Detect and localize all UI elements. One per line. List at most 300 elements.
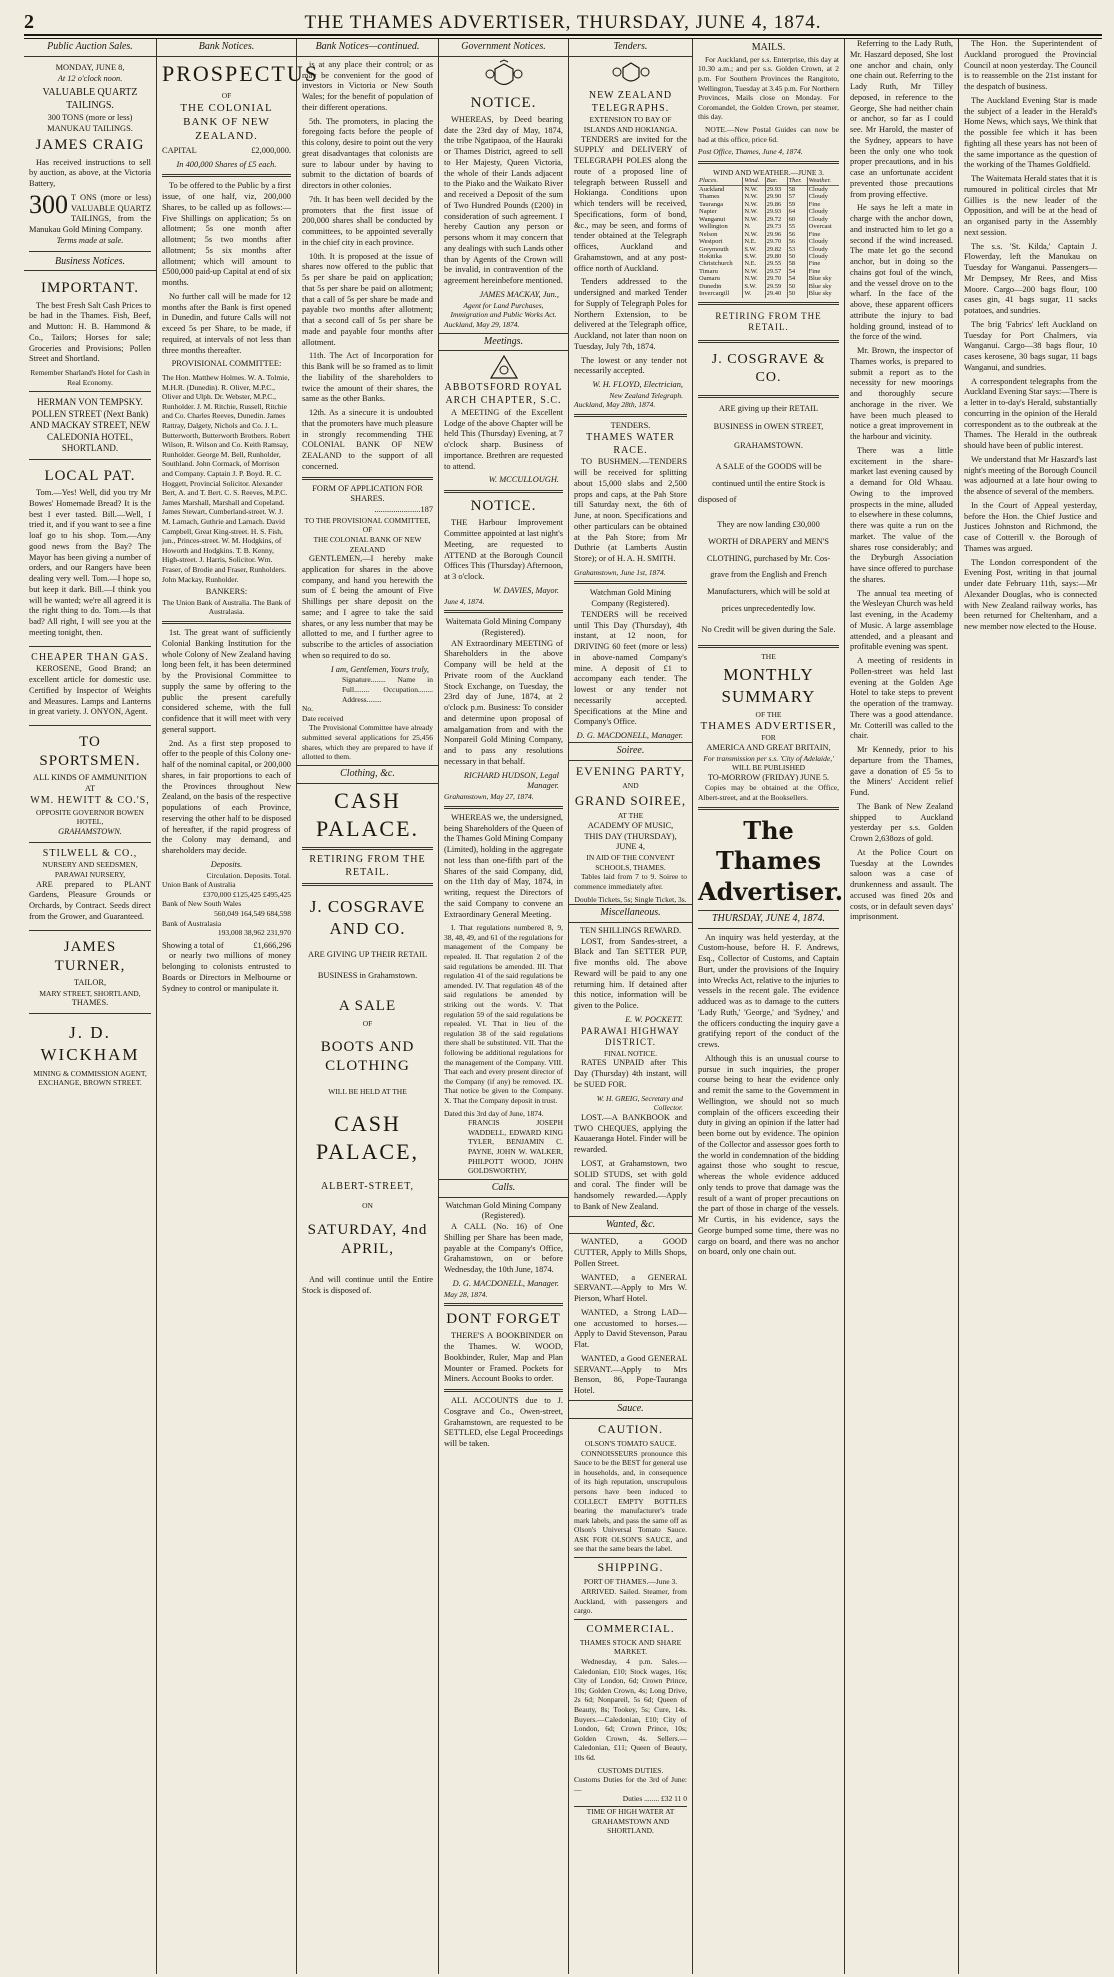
cash-palace-title: CASH PALACE. xyxy=(315,787,420,841)
weather-table xyxy=(698,177,839,298)
weather-row xyxy=(698,216,839,223)
weather-cell: Thames xyxy=(699,193,720,201)
paper-title: The Thames Advertiser. xyxy=(698,815,844,907)
weather-cell: Cloudy xyxy=(807,238,839,245)
notice-sig-title: Agent for Land Purchases, Immigration and Public Works Act. xyxy=(450,300,557,320)
weather-cell: Nelson xyxy=(699,230,718,238)
weather-cell: 58 xyxy=(787,185,807,193)
cosgrave-name: J. COSGRAVE & CO. xyxy=(711,351,826,385)
weather-col-header: Weather. xyxy=(807,177,839,185)
weather-cell: Fine xyxy=(807,231,839,238)
weather-cell: 29.70 xyxy=(765,238,787,245)
cosgrave-line: continued until the entire Stock is xyxy=(712,478,825,488)
tender-body: TENDERS are invited for the SUPPLY and DELIVERY of TELEGRAPH POLES along the route of a proposed line of telegraph between Russell and Hokianga. Conditions upon which tenders will be received, Specifications, form of bond, &c., may be seen, and forms of tender obtained at the Telegraph offices, Auckland and Grahamstown, and at any post-office north of Auckland. xyxy=(574,134,687,273)
weather-cell: Hokitika xyxy=(699,253,722,261)
section-header: Meetings. xyxy=(439,333,568,352)
weather-cell: Overcast xyxy=(807,223,839,230)
prospectus-para: or nearly two millions of money belonging to colonists entrusted to Boards or Directors in Melbourne or Sydney to control or manipulate it. xyxy=(162,951,291,993)
weather-cell: N.W. xyxy=(743,275,765,282)
article-para: The London correspondent of the Evening Post, writing in that journal under date February 11th, says:—Mr Alexander Douglas, who is connected with New Zealand railway works, has been returned for Cheltenham, and a new member now elected to the House. xyxy=(964,557,1097,631)
article-para: In the Court of Appeal yesterday, before the Hon. the Chief Justice and Justices Johnston and Richmond, the case of Cotterill v. the Borough of Thames was argued. xyxy=(964,500,1097,553)
weather-header: WIND AND WEATHER.—JUNE 3. xyxy=(713,167,824,177)
ad-body: LOST.—A BANKBOOK and TWO CHEQUES, applying the Kauaeranga Hotel. Finder will be rewarded. xyxy=(574,1112,687,1154)
deposit-row-label: Bank of Australasia xyxy=(162,918,222,928)
weather-cell: 29.93 xyxy=(765,185,787,193)
weather-cell: 54 xyxy=(787,275,807,282)
bankers-list: The Union Bank of Australia. The Bank of Australasia. xyxy=(162,597,291,617)
auction-body: Has received instructions to sell by auction, as above, at the Victoria Battery, xyxy=(29,157,151,189)
weather-row xyxy=(698,185,839,193)
wanted-ad: WANTED, a GENERAL SERVANT.—Apply to Mrs W. Pierson, Wharf Hotel. xyxy=(574,1272,687,1304)
article-para: Mr Kennedy, prior to his departure from the Thames, gave a donation of £5 5s to the Miners' Accident relief Fund. xyxy=(850,745,953,797)
tender-signature: W. H. FLOYD, Electrician, xyxy=(592,380,683,390)
ad-line: THAMES. xyxy=(71,998,109,1008)
deposit-row-label: Union Bank of Australia xyxy=(162,880,236,890)
notice-signature: JAMES MACKAY, Jun., xyxy=(479,289,559,299)
cosgrave-line: grave from the English and French xyxy=(710,570,827,580)
ad-signature: E. W. POCKETT. xyxy=(625,1014,683,1024)
summary-line: TO-MORROW (FRIDAY) JUNE 5. xyxy=(707,772,830,782)
form-note: The Provisional Committee have already submitted several applications for 25,456 shares, which they are prepared to have if allotted to them. xyxy=(302,723,433,762)
ad-line: NURSERY AND SEEDSMEN, PARAWAI NURSERY, xyxy=(42,860,138,880)
article-para: A correspondent telegraphs from the Auckland Evening Star says:—There is a letter in to-day's Herald, substantially concurring in the opinion of the Herald correspondent as to the outbreak at the Thames. The Herald in the outbreak should have been of public interest. xyxy=(964,376,1097,450)
tender-title: NEW ZEALAND TELEGRAPHS. xyxy=(588,89,673,114)
ad-line: ALL KINDS OF AMMUNITION AT xyxy=(33,773,147,794)
weather-cell: Blue sky xyxy=(807,290,839,297)
meeting-signature: RICHARD HUDSON, Legal Manager. xyxy=(463,770,559,791)
weather-cell: 29.55 xyxy=(765,260,787,267)
company-title: Watchman Gold Mining Company (Registered). xyxy=(445,1200,562,1221)
weather-cell: Cloudy xyxy=(807,193,839,200)
tender-body: TO BUSHMEN.—TENDERS will be received for splitting about 15,000 slabs and 2,500 props and caps, at the Pah Store till Saturday next, the 6th of June, at noon. Specifications and other particulars can be obtained at the Pah Store; from Mr Duthrie (at Lamberts Austin Store); or of H. A. H. SMITH. xyxy=(574,457,687,564)
royal-crest-icon xyxy=(611,60,651,88)
weather-cell: 29.70 xyxy=(765,275,787,282)
weather-row xyxy=(698,253,839,260)
weather-cell: N.W. xyxy=(743,193,765,200)
tender-signature: D. G. MACDONELL, Manager. xyxy=(576,731,683,741)
column-8 xyxy=(959,39,1102,1974)
wanted-ad: WANTED, a Strong LAD—one accustomed to horses.—Apply to David Stevenson, Parau Flat. xyxy=(574,1307,687,1350)
weather-row xyxy=(698,238,839,245)
prospectus-title: PROSPECTUS xyxy=(162,60,319,86)
sale-title: A SALE xyxy=(338,998,397,1015)
masthead xyxy=(24,6,1102,36)
weather-cell: N. xyxy=(743,223,765,230)
weather-cell: Oamaru xyxy=(699,275,720,283)
notice-title: NOTICE. xyxy=(470,498,537,515)
weather-cell: 29.82 xyxy=(765,246,787,253)
summary-line: Copies may be obtained at the Office, Albert-street, and at the Booksellers. xyxy=(698,783,839,803)
sportsmen-ad xyxy=(29,728,151,843)
company-title: Waitemata Gold Mining Company (Registered). xyxy=(445,617,562,637)
weather-cell: 56 xyxy=(787,231,807,238)
tender-sig-title: New Zealand Telegraph. xyxy=(609,390,683,400)
weather-cell: Fine xyxy=(807,260,839,267)
soiree-line: THIS DAY (THURSDAY), JUNE 4, xyxy=(584,831,677,852)
soiree-line: Double Tickets, 5s; Single Ticket, 3s. xyxy=(574,894,687,904)
form-body: GENTLEMEN,—I hereby make application for shares in the above company, and hand you herewith the sum of £ being the amount of Five Shillings per share deposit on the same; and I agree to take the said shares, or any less number that may be allotted to me, and I further agree to subscribe to the articles of association when so required to do so. xyxy=(302,554,433,660)
column-6 xyxy=(693,39,845,1974)
weather-cell: 29.73 xyxy=(765,223,787,230)
ad-signature: W. H. GREIG, Secretary and Collector. xyxy=(596,1093,683,1113)
article-para: A meeting of residents in Pollen-street was held last evening at the Golden Age Hotel to take steps to prevent the operation of the tramway. There was a good attendance. Mr. Cotterill was called to the chair. xyxy=(850,656,953,741)
weather-cell: 60 xyxy=(787,216,807,223)
shipping-body: ARRIVED. Sailed. Steamer, from Auckland, with passengers and cargo. xyxy=(574,1587,687,1616)
weather-row xyxy=(698,275,839,282)
auction-ad xyxy=(29,60,151,252)
weather-cell: S.W. xyxy=(743,253,765,260)
retiring-title: RETIRING FROM THE RETAIL. xyxy=(715,310,822,333)
boots-clothing: BOOTS AND CLOTHING xyxy=(320,1039,415,1075)
prospectus-para: To be offered to the Public by a first issue, of one half, viz, 200,000 Shares, to be called up as follows:—Five Shillings on application; 5s on allotment; 5s one month after allotment; 5s two months after allotment; 5s six months after allotment; which will amount to £500,000 paid-up Capital at end of six months. xyxy=(162,181,291,288)
auction-time: At 12 o'clock noon. xyxy=(57,73,123,83)
ad-title: CHEAPER THAN GAS. xyxy=(31,651,149,663)
ad-title: STILWELL & CO., xyxy=(42,847,138,859)
section-header: Sauce. xyxy=(569,1400,692,1419)
customs-duties: Duties ........ £32 11 0 xyxy=(622,1794,687,1804)
sale-continue: And will continue until the Entire Stock is disposed of. xyxy=(302,1275,433,1296)
summary-line: For transmission per s.s. 'City of Adelaide,' xyxy=(703,753,834,763)
ad-title: CAUTION. xyxy=(598,1421,663,1436)
deposit-row-values: 193,008 38,962 231,970 xyxy=(217,928,291,938)
column-container xyxy=(24,38,1102,1974)
section-header: Business Notices. xyxy=(24,254,156,272)
cosgrave-line: Manufacturers, which will be sold at xyxy=(707,587,830,597)
ad-body: ARE prepared to PLANT Gardens, Pleasure Grounds or Orchards, by Contract. Seeds direct from the Grower, and Guaranteed. xyxy=(29,879,151,921)
weather-cell: 59 xyxy=(787,201,807,208)
meeting-title: ABBOTSFORD ROYAL ARCH CHAPTER, S.C. xyxy=(444,382,563,407)
turner-ad xyxy=(29,933,151,1014)
prospectus-para: 5th. The promoters, in placing the foregoing facts before the people of this colony, desire to point out the very great disadvantages that colonists are sure to labour under by having to submit to the dictation of boards of directors in other colonies. xyxy=(302,116,433,191)
weather-cell: Dunedin xyxy=(699,282,722,290)
wanted-ad: WANTED, a GOOD CUTTER, Apply to Mills Shops, Pollen Street. xyxy=(574,1237,687,1268)
deposits-total xyxy=(162,941,291,952)
customs-title: CUSTOMS DUTIES. xyxy=(597,1765,664,1775)
editorial-dateline: THURSDAY, JUNE 4, 1874. xyxy=(698,910,839,929)
weather-cell: Fine xyxy=(807,201,839,208)
article-para: The Bank of New Zealand shipped to Auckland yesterday per s.s. Golden Crown 2,638ozs of gold. xyxy=(850,801,953,843)
albert-street: ALBERT-STREET, xyxy=(320,1180,415,1192)
column-2 xyxy=(157,39,319,1974)
soiree-line: AND xyxy=(622,781,639,791)
ad-title: J. D. WICKHAM xyxy=(40,1023,140,1064)
notice-signature: W. DAVIES, Mayor. xyxy=(492,585,559,595)
form-received: Date received xyxy=(302,713,344,723)
weather-cell: Cloudy xyxy=(807,246,839,253)
ad-title: TO SPORTSMEN. xyxy=(39,734,141,770)
weather-cell: 29.93 xyxy=(765,208,787,215)
cosgrave-line: CLOTHING, purchased by Mr. Cos- xyxy=(706,553,831,563)
weather-cell: 29.80 xyxy=(765,253,787,260)
auction-tailings: 300 TONS (more or less) MANUKAU TAILINGS. xyxy=(47,112,133,133)
soiree-line: Tables laid from 7 to 9. Soiree to commence immediately after. xyxy=(574,872,687,891)
weather-row xyxy=(698,223,839,230)
weather-row xyxy=(698,268,839,275)
ad-line: TAILOR, xyxy=(73,978,107,988)
weather-cell: 29.59 xyxy=(765,283,787,290)
weather-cell: 55 xyxy=(787,223,807,230)
weather-row xyxy=(698,208,839,215)
weather-cell: 53 xyxy=(787,246,807,253)
form-to: TO THE PROVISIONAL COMMITTEE, xyxy=(304,515,431,525)
cosgrave-line: GRAHAMSTOWN. xyxy=(734,441,803,451)
requisition-dated: Dated this 3rd day of June, 1874. xyxy=(444,1108,544,1118)
weather-cell: Cloudy xyxy=(807,216,839,223)
weather-col-header: Wind. xyxy=(743,177,765,185)
prospectus-para: 2nd. As a first step proposed to offer to the people of this Colony one-half of the nominal capital, or 200,000 shares, in fair proportions to each of the Provinces throughout New Zealand, on the basis of the respective populations of each Province, reserving the other half to be disposed of hereafter, if the rapid progress of the Colony may demand, and shareholders may decide. xyxy=(162,738,291,856)
capital-value: £2,000,000. xyxy=(251,145,291,155)
mails-header: MAILS. xyxy=(751,42,786,53)
ad-body: LOST, from Sandes-street, a Black and Tan SETTER PUP, five months old. The above Reward will be paid to any one returning him. If detained after this notice, information will be given to the Police. xyxy=(574,936,687,1011)
form-title: FORM OF APPLICATION FOR SHARES. xyxy=(312,483,423,504)
weather-row xyxy=(698,246,839,253)
column-4 xyxy=(439,39,569,1974)
weather-cell: N.E. xyxy=(743,260,765,267)
soiree-line: EVENING PARTY, xyxy=(575,763,686,778)
article-para: At the Police Court on Tuesday at the Lowndes saloon was a case of drunkenness and assault. The accused was fined 20s and costs, or in default seven days' imprisonment. xyxy=(850,847,953,922)
cosgrave-line: No Credit will be given during the Sale. xyxy=(701,624,836,634)
weather-cell: N.W. xyxy=(743,201,765,208)
cosgrave-name: J. COSGRAVE AND CO. xyxy=(309,897,426,939)
mails-postmaster: Post Office, Thames, June 4, 1874. xyxy=(698,147,803,157)
committee-list: The Hon. Matthew Holmes. W. A. Tolmie, M.H.R. (Dunedin). R. Oliver, M.P.C., Oliver and Ulph. Dr. Webster, M.P.C., Runholder. J. M. Ritchie, Russell, Ritchie and Co. Charles Reeves, Dunedin. James Rattray, Dalgety, Nichols and Co. J. L. Butterworth, Butterworth Brothers. Robert Wilson, R. Wilson and Co. Keith Ramsay, Runholder. George M. Bell, Runholder, Southland. John Cormack, of Morrison and Company. Captain J. P. Boyd. R. C. Hoggett, Provincial Solicitor. Alexander Bert, A. and T. Bert. C. S. Reeves, M.P.C. James Marshall, Marshall and Copeland. James Stewart, Cumberland-street. W. J. M. Larnach, Guthrie and Larnach. David Campbell, Great King-street. H. S. Fish, jun., Princes-street. W. M. Hodgkins, of Howorth and Hodgkins. T. B. Kenny, High-street. J. Harris, Solicitor. Wm. Fraser, of Brodie and Fraser, Runholders. John Mackay, Runholder. xyxy=(162,373,291,584)
tender-date: Grahamstown, June 1st, 1874. xyxy=(574,567,666,577)
weather-cell: Blue sky xyxy=(807,283,839,290)
prospectus-para: 11th. The Act of Incorporation for this Bank will be so framed as to limit the liability of the shareholders to twice the amount of their shares, the same as the other Banks. xyxy=(302,351,433,404)
notice-place: Auckland, May 29, 1874. xyxy=(444,319,520,329)
ad-body: LOST, at Grahamstown, two SOLID STUDS, set with gold and coral. The finder will be handsomely rewarded.—Apply to Bank of New Zealand. xyxy=(574,1158,687,1211)
weather-row xyxy=(698,290,839,297)
prospectus-para: is at any place their control; or as may be convenient for the good of investors in Victoria or New South Wales; for the benefit of population of their different operations. xyxy=(302,59,433,112)
commercial-title: COMMERCIAL. xyxy=(574,1619,687,1636)
calls-date: May 28, 1874. xyxy=(444,1289,488,1299)
ad-title: IMPORTANT. xyxy=(40,280,140,297)
cosgrave-business: BUSINESS in Grahamstown. xyxy=(317,970,418,980)
important-ad xyxy=(29,274,151,392)
section-header: Government Notices. xyxy=(439,39,568,57)
tender-body: The lowest or any tender not necessarily accepted. xyxy=(574,355,687,376)
article-para: Referring to the Lady Ruth, Mr. Haszard deposed, She lost one anchor and chain, only one chain out. Referring to the Lady Ruth, Mr Tilley deposed, in reference to the George, She had neither chain or anchor, so far as I could see. Mr Harold, the master of the Sydney, appears to have been the only one who took proper precautions, and in his case an unfortunate accident prevented those precautions from proving effective. xyxy=(850,39,953,199)
meeting-body: AN Extraordinary MEETING of Shareholders in the above Company will be held at the Private room of the Auckland Stock Exchange, on Tuesday, the 23rd day of June, 1874, at 2 o'clock p.m. Business: To consider and determine upon proposal of amalgamation from and with the Nonpareil Gold Mining Company, and to pass any resolutions necessary in that behalf. xyxy=(444,638,563,766)
mails-body: For Auckland, per s.s. Enterprise, this day at 10.30 a.m.; and per s.s. Golden Crown, at 2 p.m. For Southern Provinces the Rangitoto, Wellington, Tuesday at 3.45 p.m. For Northern Provinces, Mails close on Monday. For Coromandel, the Golden Crown, per steamer, this day. xyxy=(698,54,839,122)
article-para: Mr. Brown, the inspector of Thames works, is prepared to submit a report as to the necessity for new moorings and thoroughly secure anchorage in the river. We have been much pleased to notice a great improvement in the harbour and vicinity. xyxy=(850,346,953,441)
weather-cell: Cloudy xyxy=(807,185,839,193)
ad-line: MARY STREET, SHORTLAND, xyxy=(39,988,141,998)
prospectus-para: 1st. The great want of sufficiently Colonial Banking Institution for the whole Colony of New Zealand having long been felt, it has been determined by the Provisional Committee to supply the same by offering to the public the present carefully considered scheme, with the full confidence that it will meet with very general support. xyxy=(162,628,291,734)
weather-cell: N.W. xyxy=(743,268,765,275)
section-header: Wanted, &c. xyxy=(569,1216,692,1235)
total-value: £1,666,296 xyxy=(253,940,291,950)
weather-cell: 50 xyxy=(787,283,807,290)
notice-body: THE Harbour Improvement Committee appointed at last night's Meeting, are requested to ATTEND at the Borough Council Offices This (Thursday) Afternoon, at 3 o'clock. xyxy=(444,518,563,582)
summary-line: OF THE xyxy=(755,709,782,719)
prospectus-para: 12th. As a sinecure it is undoubted that the promoters have much pleasure in strongly recommending THE COLONIAL BANK OF NEW ZEALAND to the support of all concerned. xyxy=(302,408,433,471)
ad-body: Tom.—Yes! Well, did you try Mr Bowes' Homemade Bread? It is the best I ever tasted. Bill.—Well, I tried it, and if you want to see a fine loaf go to his shop. Tom.—Any good news from the Bay? The Mayor has been giving a number of orders, and our Rangers have been dealing very well. Tom.—I hope so, but keep it dark. Bill.—I think you will be wanted; we're all agreed it is the right thing to do. Tom.—Is that bad? All right, I will see you at the meeting tonight, then. xyxy=(29,488,151,637)
will-be-held: WILL BE HELD AT THE xyxy=(328,1086,407,1096)
tenders-heading: TENDERS. xyxy=(610,421,651,431)
form-of: OF xyxy=(362,525,373,535)
article-para: The annual tea meeting of the Wesleyan Church was held last evening, in the Academy of Music. A large assemblage attended, and a pleasant and profitable evening was spent. xyxy=(850,588,953,652)
ad-line: EXCHANGE, BROWN STREET. xyxy=(38,1078,142,1088)
notice-title: NOTICE. xyxy=(470,94,537,111)
cosgrave-line: They are now landing £30,000 xyxy=(717,520,820,530)
page-number: 2 xyxy=(24,11,34,33)
weather-cell: Wanganui xyxy=(699,215,726,223)
shares-line: In 400,000 Shares of £5 each. xyxy=(176,159,277,169)
weather-cell: S.W. xyxy=(743,283,765,290)
requisition-body: WHEREAS we, the undersigned, being Shareholders of the Queen of the Thames Gold Mining Company (Limited), holding in the aggregate not less than one-fifth part of the Shares of the said Company, did, on the 11th day of May, 1874, in writing, request the Directors of the said Company to convene an Extraordinary General Meeting. xyxy=(444,812,563,919)
meeting-body: A MEETING of the Excellent Lodge of the above Chapter will be held This (Thursday) Evening, at 7 o'clock sharp. Business of importance. Brethren are requested to attend. xyxy=(444,407,563,471)
requisition-rules: I. That regulations numbered 8, 9, 38, 48, 49, and 61 of the regulations for management of the Company be repealed. II. That regulation 2 of the said regulations be amended. III. That regulation 41 of the said regulations be amended. IV. That regulation 48 of the said regulations be amended by striking out the words. V. That regulation 59 of the said regulations be repealed. VI. That in lieu of the regulation 38 of the said regulations there shall be substituted. VII. That the following be additional regulations for the management of the Company. VIII. That each and every present director of the Company (if any) be removed. IX. That notice be given to the Company. X. That the Company deposit in trust. xyxy=(444,923,563,1105)
ad-title: JAMES TURNER, xyxy=(54,938,126,974)
weather-cell: 29.72 xyxy=(765,216,787,223)
weather-col-header: Places. xyxy=(698,177,743,185)
weather-cell: 29.96 xyxy=(765,231,787,238)
tons-text: T ONS (more or less) VALUABLE QUARTZ TAILINGS, from the Manukau Gold Mining Company. xyxy=(29,192,151,235)
tons-number: 300 xyxy=(29,189,68,219)
masthead-title: THE THAMES ADVERTISER, THURSDAY, JUNE 4, 1874. xyxy=(304,12,822,33)
sale-date: SATURDAY, 4nd APRIL, xyxy=(307,1221,428,1258)
capital-line xyxy=(162,146,291,157)
weather-cell: 29.40 xyxy=(765,290,787,297)
weather-cell: Fine xyxy=(807,268,839,275)
weather-cell: 54 xyxy=(787,268,807,275)
section-header: Bank Notices—continued. xyxy=(297,39,438,57)
stock-title: THAMES STOCK AND SHARE MARKET. xyxy=(579,1637,682,1657)
section-header: Bank Notices. xyxy=(157,39,296,57)
weather-cell: 50 xyxy=(787,253,807,260)
local-pat-ad xyxy=(29,462,151,647)
weather-cell: 50 xyxy=(787,290,807,297)
bank-name: THE COLONIAL BANK OF NEW ZEALAND. xyxy=(180,101,273,142)
ad-body: CONNOISSEURS pronounce this Sauce to be the BEST for general use in households, and, in consequence of its high reputation, unscrupulous persons have been induced to COLLECT EMPTY BOTTLES bearing the manufacturer's trade mark labels, and pass the same off as Olson's Universal Tomato Sauce. ASK FOR OLSON'S SAUCE, and see that the same bears the label. xyxy=(574,1448,687,1554)
weather-cell: Wellington xyxy=(699,223,728,231)
weather-cell: Greymouth xyxy=(699,245,729,253)
form-bank: THE COLONIAL BANK OF NEW ZEALAND xyxy=(313,534,422,554)
total-label: Showing a total of xyxy=(162,940,224,950)
weather-cell: 29.86 xyxy=(765,201,787,208)
weather-cell: N.E. xyxy=(743,238,765,245)
section-header: Miscellaneous. xyxy=(569,904,692,923)
soiree-line: IN AID OF THE CONVENT SCHOOLS, THAMES. xyxy=(586,853,675,872)
form-fields: Signature........ Name in Full........ Occupation........ Address........ xyxy=(342,675,433,704)
ad-body: RATES UNPAID after This Day (Thursday) 4th instant, will be SUED FOR. xyxy=(574,1058,687,1089)
column-3 xyxy=(297,39,439,1974)
weather-row xyxy=(698,260,839,267)
soiree-line: GRAND SOIREE, xyxy=(574,792,687,808)
weather-cell: 58 xyxy=(787,260,807,267)
sale-of: OF xyxy=(362,1018,373,1028)
ad-body: KEROSENE, Good Brand; an excellent article for domestic use. Certified by Inspector of Weights and Measures. Lamps and Lanterns in great variety. J. ONYON, Agent. xyxy=(29,664,151,717)
prospectus-para: 10th. It is proposed at the issue of shares now offered to the public that 5s per share be paid on application; that 5s per share be paid on allotment; that a call of 5s per share be made and payable two months after allotment; that a second call of 5s per share be made and payable four months after allotment. xyxy=(302,251,433,347)
weather-cell: Timaru xyxy=(699,267,718,275)
weather-cell: N.W. xyxy=(743,216,765,223)
mails-note: NOTE.—New Postal Guides can now be had at this office, price 6d. xyxy=(698,124,839,144)
article-para: The Waitemata Herald states that it is rumoured in political circles that Mr Gillies is the new leader of the Opposition, and will be at the head of an organised party in the Assembly next session. xyxy=(964,174,1097,237)
column-5 xyxy=(569,39,693,1974)
weather-cell: 64 xyxy=(787,208,807,215)
weather-cell: Invercargill xyxy=(699,290,730,298)
bankers-title: BANKERS: xyxy=(205,587,248,597)
cosgrave-line: ARE GIVING UP THEIR RETAIL xyxy=(308,949,427,959)
ad-title: DONT FORGET xyxy=(446,1311,561,1328)
auction-date: MONDAY, JUNE 8, xyxy=(55,62,125,72)
weather-cell: Cloudy xyxy=(807,253,839,260)
weather-row xyxy=(698,231,839,238)
on-word: ON xyxy=(362,1201,373,1211)
weather-cell: 56 xyxy=(787,238,807,245)
tempsky-ad xyxy=(29,394,151,460)
weather-cell: Auckland xyxy=(699,185,725,193)
article-para: The Hon. the Superintendent of Auckland prorogued the Provincial Council at noon yesterday. The Council is to reassemble on the 21st instant for the despatch of business. xyxy=(964,39,1097,91)
ad-line: OPPOSITE GOVERNOR BOWEN HOTEL, xyxy=(36,807,144,827)
ad-body: HERMAN VON TEMPSKY. POLLEN STREET (Next Bank) AND MACKAY STREET, NEW CALEDONIA HOTEL, SHORTLAND. xyxy=(29,397,151,454)
deposit-row-values: £370,000 £125,425 £495,425 xyxy=(202,889,291,899)
weather-row xyxy=(698,201,839,208)
shipping-title: SHIPPING. xyxy=(574,1557,687,1575)
wickham-ad xyxy=(29,1016,151,1092)
summary-line: FOR xyxy=(761,733,776,743)
weather-cell: N.W. xyxy=(743,208,765,215)
column-7 xyxy=(845,39,959,1974)
cosgrave-line: disposed of xyxy=(698,495,737,505)
calls-signature: D. G. MACDONELL, Manager. xyxy=(452,1278,559,1288)
royal-crest-icon xyxy=(483,60,525,92)
weather-cell: N.W. xyxy=(743,231,765,238)
stock-body: Wednesday, 4 p.m. Sales.—Caledonian, £10; Stock wages, 16s; City of London, 6d; Crown Prince, 10s; Golden Crown, 4s; Long Drive, 2s 6d; Nonpareil, 5s 6d; Queen of Beauty, 8s; Tookey, 5s; Cure, 14s. Buyers.—Caledonian, £10; City of London, 6d; Crown Prince, 10s; Golden Crown, 4s. Sellers.—Caledonian, £11; Queen of Beauty, 10s 6d. xyxy=(574,1657,687,1763)
ad-body: THERE'S A BOOKBINDER on the Thames. W. WOOD, Bookbinder, Ruler, Map and Plan Mounter or Framed. Pockets for Miners. Account Books to order. xyxy=(444,1331,563,1384)
article-para: We understand that Mr Haszard's last night's meeting of the Borough Council was adjourned at a late hour owing to the absence of several of the members. xyxy=(964,454,1097,496)
ad-body: ALL ACCOUNTS due to J. Cosgrave and Co., Owen-street, Grahamstown, are requested to be SETTLED, else Legal Proceedings will be taken. xyxy=(444,1396,563,1449)
weather-row xyxy=(698,193,839,200)
capital-label: CAPITAL xyxy=(162,145,197,155)
weather-col-header: Ther. xyxy=(787,177,807,185)
auction-terms: Terms made at sale. xyxy=(56,235,124,245)
weather-row xyxy=(698,283,839,290)
weather-col-header: Bar. xyxy=(765,177,787,185)
cosgrave-line: BUSINESS in OWEN STREET, xyxy=(713,422,824,432)
summary-line: THE xyxy=(761,652,776,662)
cosgrave-line: ARE giving up their RETAIL xyxy=(718,403,819,413)
cash-palace-venue: CASH PALACE, xyxy=(315,1111,420,1165)
cosgrave-line: prices unprecedentedly low. xyxy=(721,603,816,613)
wanted-ad: WANTED, a Good GENERAL SERVANT.—Apply to Mrs Benson, 86, Pope-Tauranga Hotel. xyxy=(574,1353,687,1396)
weather-cell: Cloudy xyxy=(807,208,839,215)
ad-line: WM. HEWITT & CO.'S, xyxy=(30,794,150,806)
retiring-title: RETIRING FROM THE RETAIL. xyxy=(309,853,426,878)
notice-body: WHEREAS, by Deed bearing date the 23rd day of May, 1874, the tribe Ngatipaoa, of the Hauraki or Thames District, agreed to sell to Her Majesty, Queen Victoria, the whole of their Lands adjacent to the Piako and the Waikato River and received a Deposit of the sum of Two Hundred Pounds (£200) in consideration of such agreement. I hereby Caution any person or persons whom it may concern that any dealings with such Lands other than by Agents of the Crown will be invalid, in contravention of the agreement hereinbefore mentioned. xyxy=(444,114,563,286)
tender-body: Tenders addressed to the undersigned and marked Tender for Supply of Telegraph Poles for Northern Extension, to be delivered at the Telegraph office, Auckland, not later than noon on Tuesday, July 7th, 1874. xyxy=(574,277,687,351)
deposits-columns: Circulation. Deposits. Total. xyxy=(206,870,291,880)
form-date: ......................187 xyxy=(374,505,433,515)
tender-subtitle: EXTENSION TO BAY OF ISLANDS AND HOKIANGA. xyxy=(583,115,678,134)
weather-cell: Blue sky xyxy=(807,275,839,282)
auction-title: VALUABLE QUARTZ TAILINGS. xyxy=(42,87,138,112)
article-para: The Auckland Evening Star is made the subject of a leader in the Herald's Home News, which says, We think that the possible fee which it has been fighting all these years has not been of the same importance as the question of the working of the Thames Goldfield. xyxy=(964,95,1097,170)
ad-title: PARAWAI HIGHWAY DISTRICT. xyxy=(581,1025,680,1048)
section-header: Clothing, &c. xyxy=(297,765,438,784)
form-number: No. xyxy=(302,704,314,714)
deposit-row-values: 560,049 164,549 684,598 xyxy=(214,908,291,918)
article-para: The s.s. 'St. Kilda,' Captain J. Flowerday, left the Manukau on Tuesday for Wanganui. Passengers—Mr Dempsey, Mr Rees, and Miss Moore. Cargo—200 bags flour, 100 cases gin, 41 bags sugar, 11 sacks potatoes, and sundries. xyxy=(964,241,1097,315)
ad-line: GRAHAMSTOWN. xyxy=(58,826,122,836)
prospectus-para: No further call will be made for 12 months after the Bank is first opened in Dunedin, and future Calls will not exceed 5s per Share, to be made, if required, at intervals of not less than three months thereafter. xyxy=(162,291,291,355)
masonic-emblem-icon xyxy=(489,354,519,380)
tender-body: TENDERS will be received until This Day (Thursday), 4th instant, at 12 noon, for DRIVING 60 feet (more or less) in above-named Company's mine. A deposit of £1 to accompany each tender. The lowest or any tender not necessarily accepted. Specifications at the Mine and Company's Office. xyxy=(574,609,687,727)
ad-subtitle: FINAL NOTICE. xyxy=(603,1048,658,1058)
summary-title: MONTHLY SUMMARY xyxy=(721,665,816,706)
weather-cell: 29.90 xyxy=(765,193,787,200)
